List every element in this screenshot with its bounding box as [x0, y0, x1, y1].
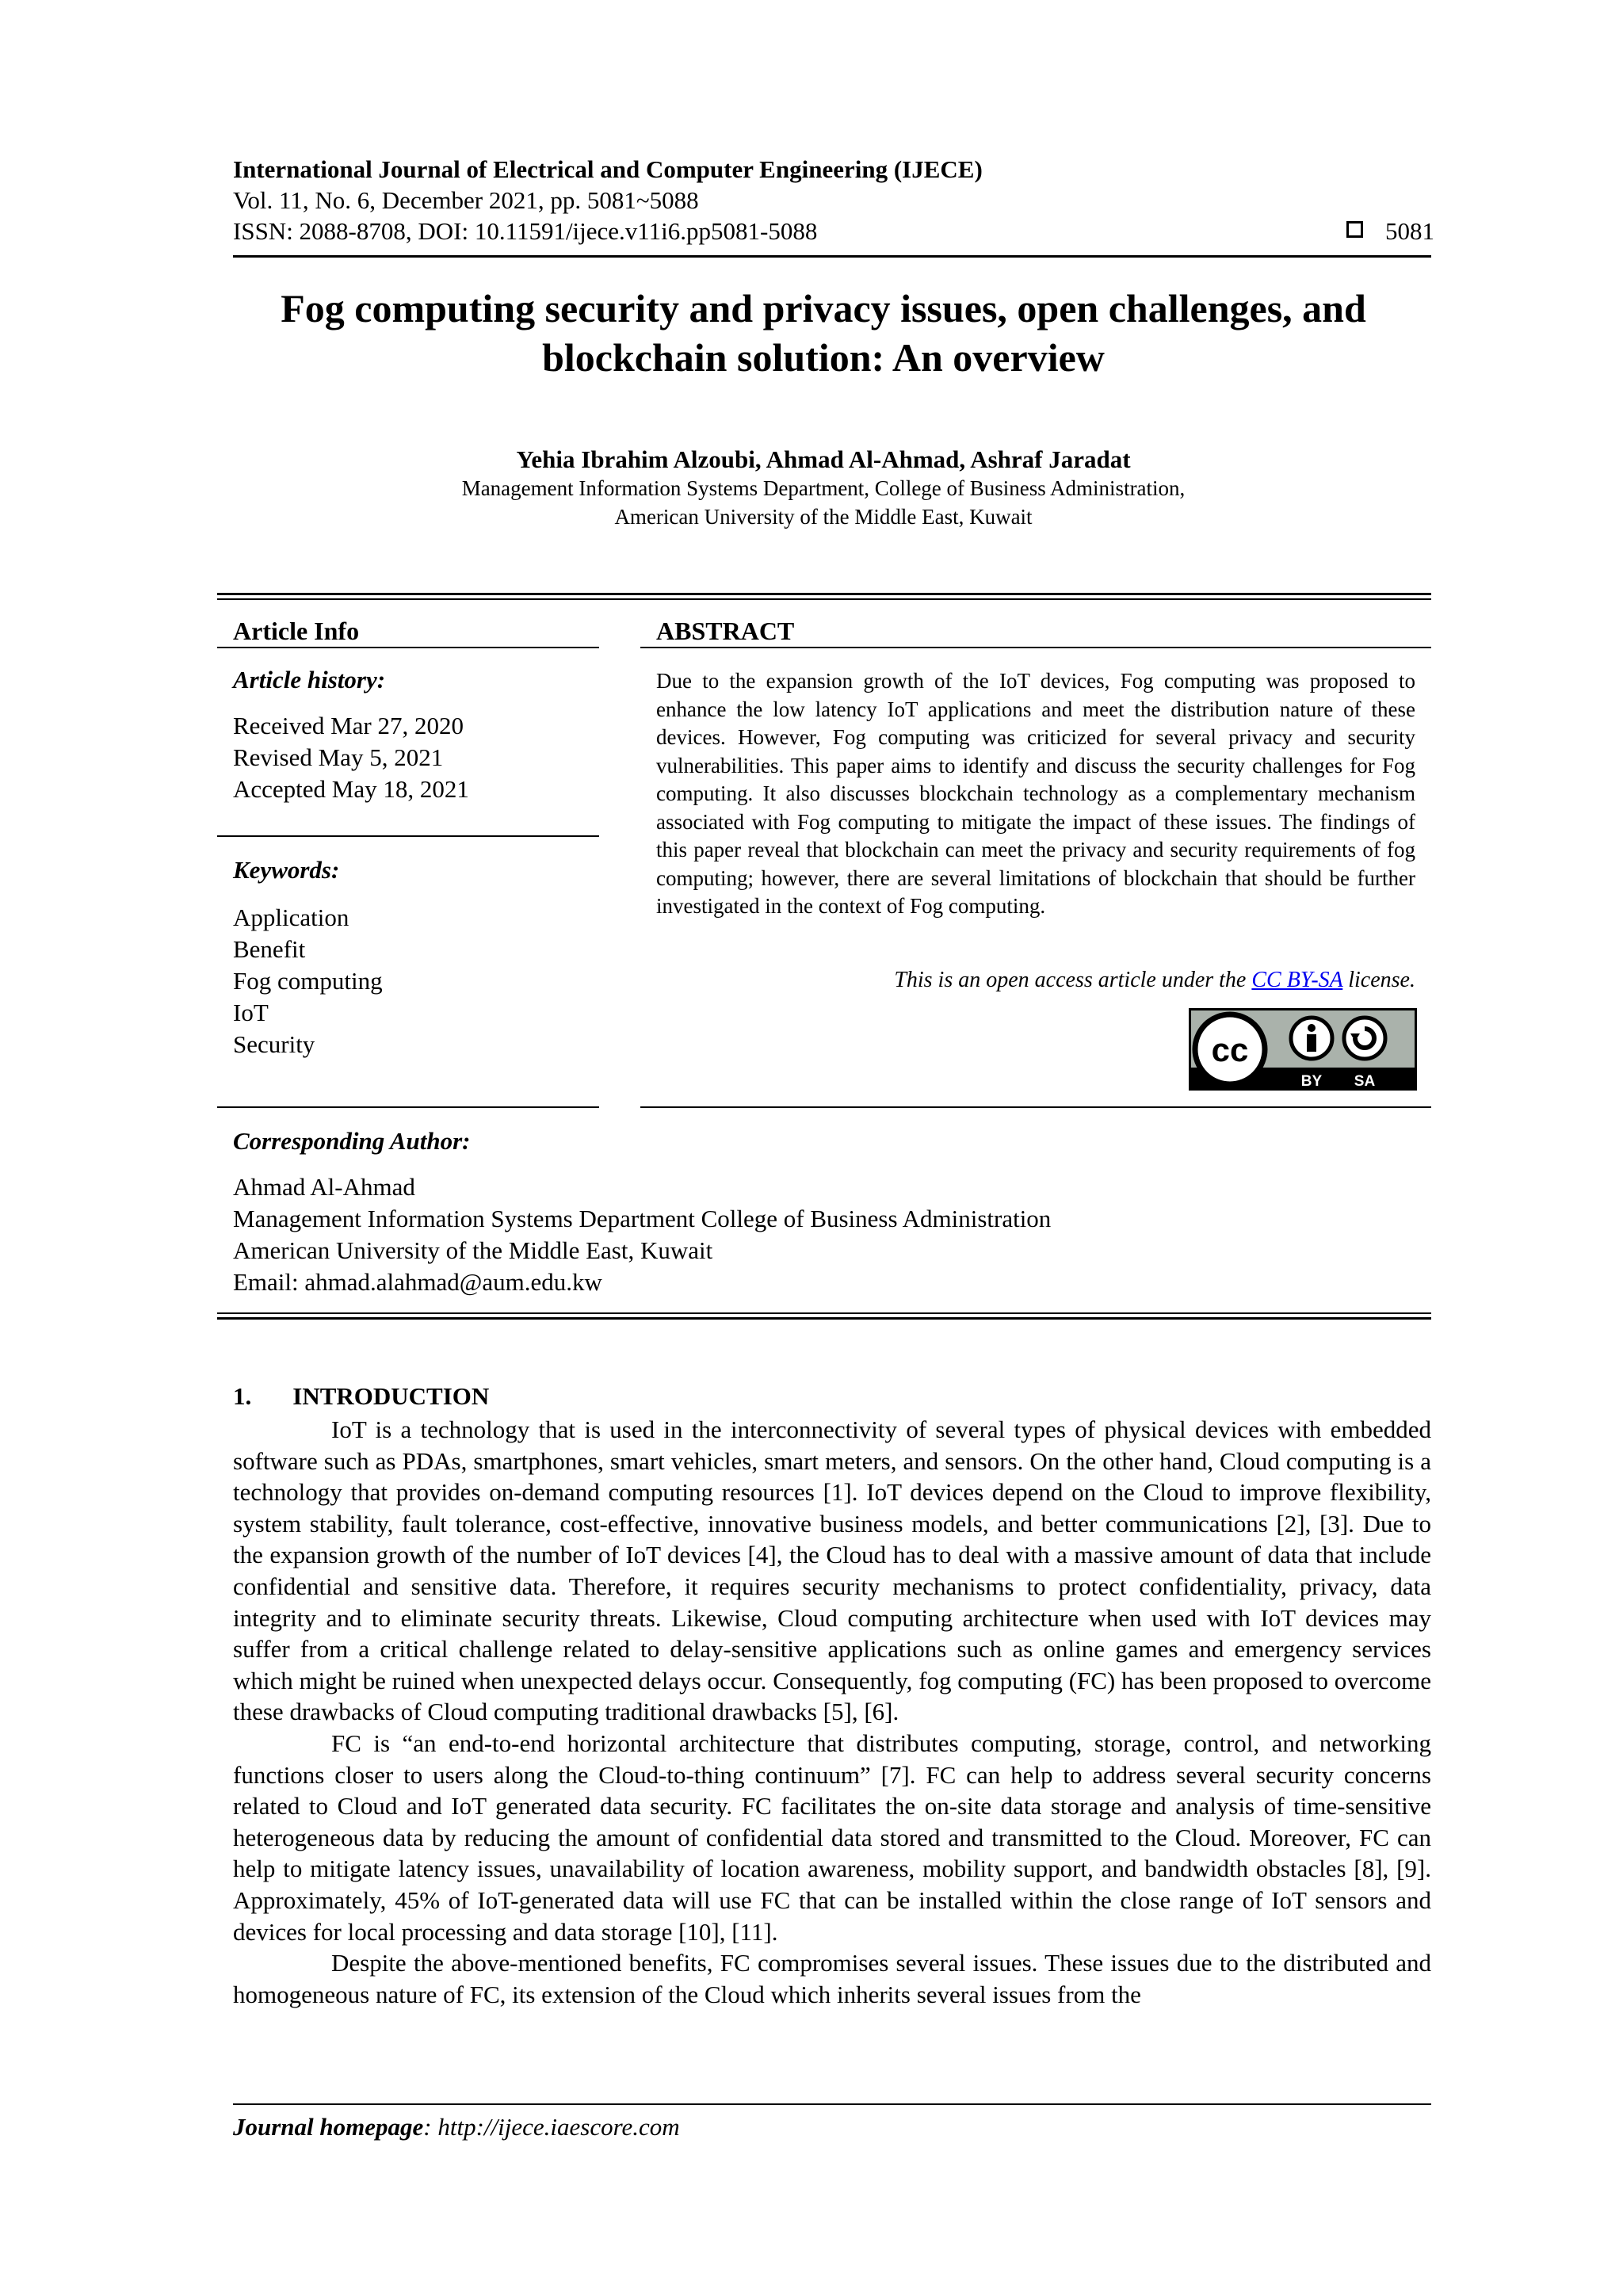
corresponding-email[interactable]: Email: ahmad.alahmad@aum.edu.kw — [233, 1268, 602, 1296]
keyword-item: Benefit — [233, 935, 306, 963]
article-info-rule — [217, 647, 599, 648]
abstract-text: Due to the expansion growth of the IoT devices, Fog computing was proposed to enhance the low latency IoT applications and meet the distribution nature of these devices. However, Fog computing was criticized for several privacy and security vulnerabilities. This paper aims to identify and discuss the security challenges for Fog computing. It also discusses blockchain technology as a complementary mechanism associated with Fog computing to mitigate the impact of these issues. The findings of this paper reveal that blockchain can meet the privacy and security requirements of fog computing; however, there are several limitations of blockchain that should be further investigated in the context of Fog computing. — [656, 669, 1415, 918]
footer-rule — [233, 2103, 1431, 2105]
authors: Yehia Ibrahim Alzoubi, Ahmad Al-Ahmad, Ashraf Jaradat — [516, 445, 1131, 473]
received-date: Received Mar 27, 2020 — [233, 712, 464, 739]
abstract-rule — [640, 647, 1431, 648]
keyword-item: Application — [233, 904, 349, 931]
abstract-bottom-rule — [640, 1106, 1431, 1108]
article-info-heading: Article Info — [233, 617, 360, 645]
volume-info: Vol. 11, No. 6, December 2021, pp. 5081~5088 — [233, 186, 699, 214]
info-bottom-rule — [217, 1317, 1431, 1320]
journal-name: International Journal of Electrical and Computer Engineering (IJECE) — [233, 155, 983, 183]
affiliation-line-2: American University of the Middle East, Kuwait — [614, 505, 1033, 529]
homepage-url[interactable]: : http://ijece.iaescore.com — [423, 2113, 680, 2141]
header-rule — [233, 255, 1431, 258]
badge-sa-label: SA — [1354, 1073, 1376, 1090]
license-statement — [894, 967, 1415, 994]
history-rule — [217, 835, 599, 837]
license-suffix: license. — [1348, 968, 1415, 992]
cc-by-sa-badge-icon[interactable] — [1189, 1008, 1417, 1091]
paper-title — [206, 284, 1441, 382]
affiliation-line-1: Management Information Systems Department, College of Business Administration, — [461, 476, 1186, 500]
article-history-label: Article history: — [233, 666, 386, 693]
keyword-item: Security — [233, 1030, 315, 1058]
keywords-rule — [217, 1106, 599, 1108]
svg-text:cc: cc — [1211, 1031, 1249, 1068]
cc-by-sa-link[interactable]: CC BY-SA — [1251, 968, 1343, 992]
homepage-label: Journal homepage — [233, 2113, 424, 2141]
intro-paragraph: Despite the above-mentioned benefits, FC compromises several issues. These issues due to the distributed and homogeneous nature of FC, its extension of the Cloud which inherits several issues from the — [233, 1949, 1431, 2008]
issn-doi: ISSN: 2088-8708, DOI: 10.11591/ijece.v11i6.pp5081-5088 — [233, 217, 818, 245]
square-bullet-icon — [1346, 221, 1363, 238]
section-number: 1. — [233, 1382, 252, 1410]
badge-by-label: BY — [1300, 1073, 1323, 1090]
title-line-2: blockchain solution: An overview — [542, 335, 1105, 380]
info-bottom-rule-inner — [217, 1312, 1431, 1314]
section-title: INTRODUCTION — [292, 1382, 490, 1410]
intro-paragraph: IoT is a technology that is used in the interconnectivity of several types of physical devices with embedded software such as PDAs, smartphones, smart vehicles, smart meters, and sensors. On the other hand, Cloud computing is a technology that provides on-demand computing resources [1]. IoT devices depend on the Cloud to improve flexibility, system stability, fault tolerance, cost-effective, innovative business models, and better communications [2], [3]. Due to the expansion growth of the number of IoT devices [4], the Cloud has to deal with a massive amount of data that include confidential and sensitive data. Therefore, it requires security mechanisms to protect confidentiality, privacy, data integrity and to eliminate security threats. Likewise, Cloud computing architecture when used with IoT devices may suffer from a critical challenge related to delay-sensitive applications such as online games and emergency services which might be ruined when unexpected delays occur. Consequently, fog computing (FC) has been proposed to overcome these drawbacks of Cloud computing traditional drawbacks [5], [6]. — [233, 1415, 1431, 1726]
info-top-rule — [217, 593, 1431, 595]
accepted-date: Accepted May 18, 2021 — [233, 775, 469, 803]
journal-homepage — [233, 2113, 680, 2141]
abstract-heading: ABSTRACT — [656, 617, 795, 645]
license-prefix: This is an open access article under the — [894, 968, 1247, 992]
intro-paragraph: FC is “an end-to-end horizontal architecture that distributes computing, storage, control, and networking functions closer to users along the Cloud-to-thing continuum” [7]. FC can help to address several security concerns related to Cloud and IoT generated data security. FC facilitates the on-site data storage and analysis of time-sensitive heterogeneous data by reducing the amount of confidential data stored and transmitted to the Cloud. Moreover, FC can help to mitigate latency issues, unavailability of location awareness, mobility support, and bandwidth obstacles [8], [9]. Approximately, 45% of IoT-generated data will use FC that can be installed within the close range of IoT sensors and devices for local processing and data storage [10], [11]. — [233, 1729, 1431, 1946]
introduction-body — [233, 1414, 1431, 2010]
corresponding-university: American University of the Middle East, Kuwait — [233, 1236, 713, 1264]
revised-date: Revised May 5, 2021 — [233, 743, 444, 771]
page-number: 5081 — [1385, 217, 1434, 245]
keyword-item: IoT — [233, 999, 269, 1026]
introduction-heading — [233, 1382, 489, 1411]
corresponding-name: Ahmad Al-Ahmad — [233, 1173, 415, 1201]
keywords-label: Keywords: — [233, 856, 340, 884]
keyword-item: Fog computing — [233, 967, 383, 995]
corresponding-dept: Management Information Systems Department College of Business Administration — [233, 1205, 1052, 1232]
corresponding-author-label: Corresponding Author: — [233, 1127, 471, 1155]
info-top-rule-inner — [217, 598, 1431, 600]
title-line-1: Fog computing security and privacy issues, open challenges, and — [281, 286, 1366, 330]
